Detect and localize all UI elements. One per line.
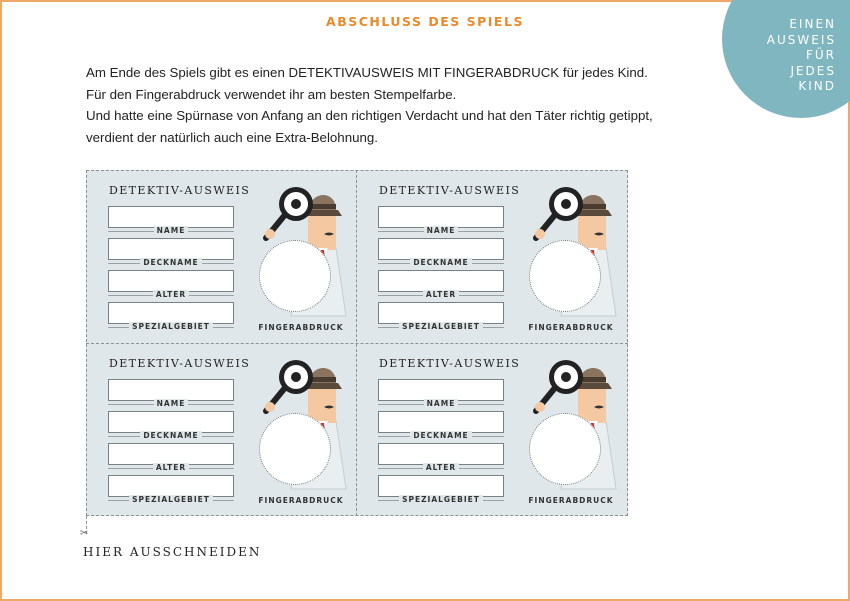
intro-text [86, 62, 653, 148]
field-label: ALTER [378, 463, 504, 472]
detective-id-card [356, 170, 626, 343]
age-field[interactable] [378, 270, 504, 292]
name-field[interactable] [378, 379, 504, 401]
age-field[interactable] [378, 443, 504, 465]
codename-field[interactable] [378, 238, 504, 260]
field-label: NAME [378, 226, 504, 235]
name-field[interactable] [108, 379, 234, 401]
field-label: DECKNAME [378, 431, 504, 440]
intro-line: Und hatte eine Spürnase von Anfang an den richtigen Verdacht und hat den Täter richtig getippt, [86, 108, 653, 123]
codename-field[interactable] [108, 411, 234, 433]
name-field[interactable] [108, 206, 234, 228]
badge-line: FÜR [805, 48, 836, 62]
field-label: NAME [108, 399, 234, 408]
section-title: ABSCHLUSS DES SPIELS [326, 14, 524, 29]
card-title: DETEKTIV-AUSWEIS [379, 357, 521, 370]
codename-field[interactable] [378, 411, 504, 433]
card-title: DETEKTIV-AUSWEIS [109, 184, 251, 197]
age-field[interactable] [108, 270, 234, 292]
age-field[interactable] [108, 443, 234, 465]
detective-id-card [86, 170, 356, 343]
fingerprint-area[interactable] [259, 240, 331, 312]
intro-line: Für den Fingerabdruck verwendet ihr am besten Stempelfarbe. [86, 86, 457, 102]
intro-line: Am Ende des Spiels gibt es einen DETEKTIVAUSWEIS MIT FINGERABDRUCK für jedes Kind. [86, 65, 648, 80]
codename-field[interactable] [108, 238, 234, 260]
card-title: DETEKTIV-AUSWEIS [109, 357, 251, 370]
specialty-field[interactable] [378, 475, 504, 497]
field-label: DECKNAME [378, 258, 504, 267]
fingerprint-area[interactable] [529, 413, 601, 485]
scissors-icon: ✂ [80, 528, 89, 539]
field-label: SPEZIALGEBIET [378, 495, 504, 504]
cut-here-label: HIER AUSSCHNEIDEN [83, 545, 262, 559]
field-label: ALTER [108, 290, 234, 299]
badge-line: EINEN [789, 17, 836, 31]
detective-id-card [356, 343, 626, 516]
fingerprint-label: FINGERABDRUCK [258, 323, 344, 332]
specialty-field[interactable] [378, 302, 504, 324]
fingerprint-label: FINGERABDRUCK [258, 496, 344, 505]
intro-line: verdient der natürlich auch eine Extra-Belohnung. [86, 129, 378, 145]
fingerprint-area[interactable] [529, 240, 601, 312]
fingerprint-label: FINGERABDRUCK [528, 496, 614, 505]
name-field[interactable] [378, 206, 504, 228]
field-label: NAME [108, 226, 234, 235]
field-label: NAME [378, 399, 504, 408]
field-label: SPEZIALGEBIET [108, 495, 234, 504]
field-label: SPEZIALGEBIET [108, 322, 234, 331]
field-label: ALTER [378, 290, 504, 299]
badge-line: JEDES [790, 63, 836, 78]
field-label: SPEZIALGEBIET [378, 322, 504, 331]
field-label: ALTER [108, 463, 234, 472]
field-label: DECKNAME [108, 431, 234, 440]
detective-id-card [86, 343, 356, 516]
card-title: DETEKTIV-AUSWEIS [379, 184, 521, 197]
fingerprint-label: FINGERABDRUCK [528, 323, 614, 332]
specialty-field[interactable] [108, 302, 234, 324]
field-label: DECKNAME [108, 258, 234, 267]
badge-line: AUSWEIS [766, 32, 836, 47]
badge-line: KIND [798, 79, 836, 93]
specialty-field[interactable] [108, 475, 234, 497]
fingerprint-area[interactable] [259, 413, 331, 485]
